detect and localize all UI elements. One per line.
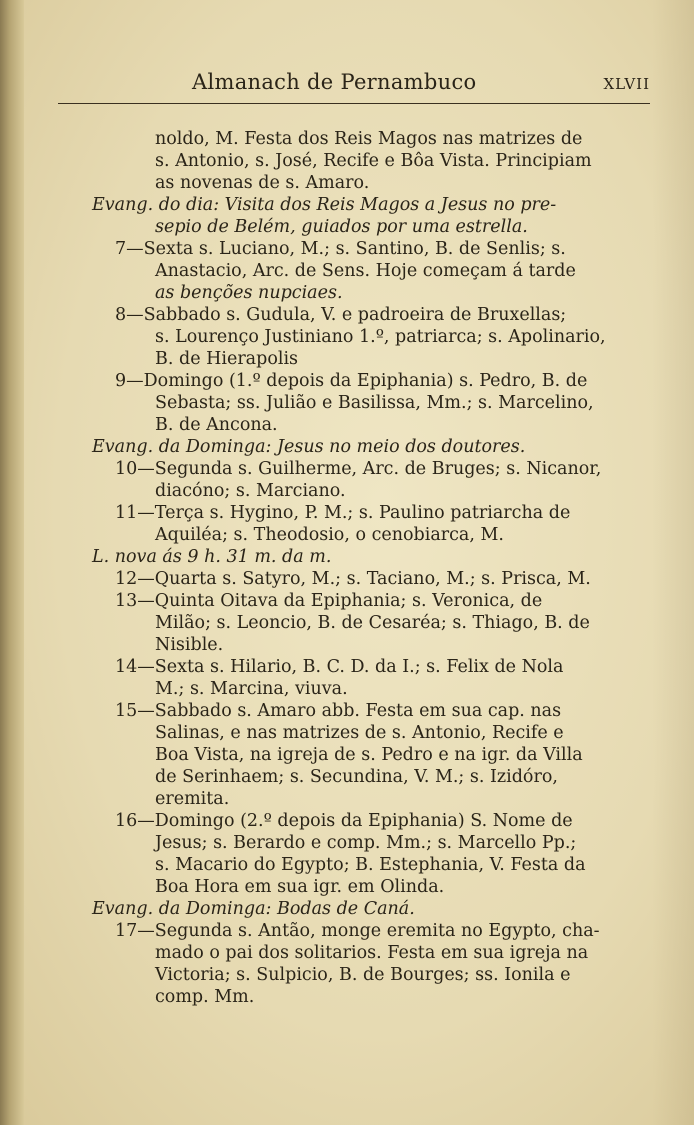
page-number: XLVII	[603, 75, 650, 93]
text-line: Sebasta; ss. Julião e Basilissa, Mm.; s. Marcelino,	[155, 393, 594, 413]
text-line: 14—Sexta s. Hilario, B. C. D. da I.; s. Felix de Nola	[115, 657, 564, 677]
text-line: sepio de Belém, guiados por uma estrella.	[155, 217, 528, 237]
text-line: Evang. da Dominga: Bodas de Caná.	[92, 899, 415, 919]
text-line: Anastacio, Arc. de Sens. Hoje começam á tarde	[155, 261, 576, 281]
text-line: M.; s. Marcina, viuva.	[155, 679, 348, 699]
text-line: Salinas, e nas matrizes de s. Antonio, Recife e	[155, 723, 564, 743]
text-line: 16—Domingo (2.º depois da Epiphania) S. Nome de	[115, 811, 573, 831]
text-line: 8—Sabbado s. Gudula, V. e padroeira de Bruxellas;	[115, 305, 567, 325]
text-line: Evang. do dia: Visita dos Reis Magos a Jesus no pre-	[92, 195, 557, 215]
text-line: Victoria; s. Sulpicio, B. de Bourges; ss. Ionila e	[155, 965, 571, 985]
text-line: 10—Segunda s. Guilherme, Arc. de Bruges; s. Nicanor,	[115, 459, 602, 479]
text-line: Milão; s. Leoncio, B. de Cesaréa; s. Thiago, B. de	[155, 613, 590, 633]
text-line: 9—Domingo (1.º depois da Epiphania) s. Pedro, B. de	[115, 371, 588, 391]
text-line: 7—Sexta s. Luciano, M.; s. Santino, B. de Senlis; s.	[115, 239, 566, 259]
text-line: noldo, M. Festa dos Reis Magos nas matrizes de	[155, 129, 583, 149]
text-line: Boa Hora em sua igr. em Olinda.	[155, 877, 445, 897]
text-line: 17—Segunda s. Antão, monge eremita no Egypto, cha-	[115, 921, 600, 941]
text-line: 15—Sabbado s. Amaro abb. Festa em sua cap. nas	[115, 701, 562, 721]
text-line: Jesus; s. Berardo e comp. Mm.; s. Marcello Pp.;	[155, 833, 577, 853]
text-line: L. nova ás 9 h. 31 m. da m.	[92, 547, 332, 567]
text-line: B. de Ancona.	[155, 415, 278, 435]
text-line: s. Lourenço Justiniano 1.º, patriarca; s. Apolinario,	[155, 327, 606, 347]
text-line: s. Macario do Egypto; B. Estephania, V. Festa da	[155, 855, 586, 875]
text-line: 12—Quarta s. Satyro, M.; s. Taciano, M.; s. Prisca, M.	[115, 569, 591, 589]
text-line: Nisible.	[155, 635, 224, 655]
text-line: de Serinhaem; s. Secundina, V. M.; s. Izidóro,	[155, 767, 558, 787]
text-line: eremita.	[155, 789, 230, 809]
text-line: Evang. da Dominga: Jesus no meio dos doutores.	[92, 437, 526, 457]
text-line: Aquiléa; s. Theodosio, o cenobiarca, M.	[155, 525, 504, 545]
text-line: as benções nupciaes.	[155, 283, 343, 303]
text-line: B. de Hierapolis	[155, 349, 299, 369]
text-line: 11—Terça s. Hygino, P. M.; s. Paulino patriarcha de	[115, 503, 571, 523]
text-line: comp. Mm.	[155, 987, 255, 1007]
text-line: 13—Quinta Oitava da Epiphania; s. Veronica, de	[115, 591, 543, 611]
text-line: mado o pai dos solitarios. Festa em sua igreja na	[155, 943, 589, 963]
text-line: diacóno; s. Marciano.	[155, 481, 346, 501]
text-line: as novenas de s. Amaro.	[155, 173, 370, 193]
text-line: s. Antonio, s. José, Recife e Bôa Vista. Principiam	[155, 151, 592, 171]
running-title: Almanach de Pernambuco	[192, 70, 477, 94]
text-line: Boa Vista, na igreja de s. Pedro e na igr. da Villa	[155, 745, 583, 765]
